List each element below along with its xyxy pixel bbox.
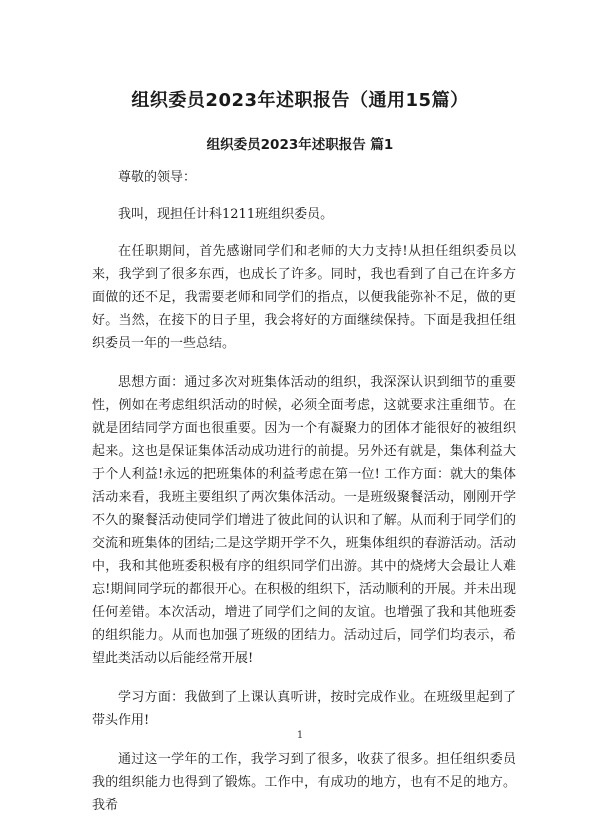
paragraph-study: 学习方面：我做到了上课认真听讲，按时完成作业。在班级里起到了带头作用! (92, 690, 516, 728)
document-title: 组织委员2023年述职报告（通用15篇） (131, 90, 469, 111)
paragraph-summary: 通过这一学年的工作，我学习到了很多，收获了很多。担任组织委员我的组织能力也得到了锻炼。工作中，有成功的地方，也有不足的地方。我希 (92, 752, 516, 813)
page-number: 1 (296, 730, 304, 741)
section-title: 组织委员2023年述职报告 篇1 (206, 137, 394, 153)
paragraph-intro: 我叫，现担任计科1211班组织委员。 (118, 207, 334, 222)
paragraph-thought-work: 思想方面：通过多次对班集体活动的组织，我深深认识到细节的重要性，例如在考虑组织活动的时候，必须全面考虑，这就要求注重细节。在就是团结同学方面也很重要。因为一个有凝聚力的团体才能很好的被组织起来。这也是保证集体活动成功进行的前提。另外还有就是，集体利益大于个人利益!永远的把班集体的利益考虑在第一位! 工作方面：就大的集体活动来看，我班主要组织了两次集体活动。一是班级聚餐活动，刚刚开学不久的聚餐活动使同学们增进了彼此间的认识和了解。从而利于同学们的交流和班集体的团结;二是这学期开学不久，班集体组织的春游活动。活动中，我和其他班委积极有序的组织同学们出游。其中的烧烤大会最让人难忘!期间同学玩的都很开心。在积极的组织下，活动顺利的开展。并未出现任何差错。本次活动，增进了同学们之间的友谊。也增强了我和其他班委的组织能力。从而也加强了班级的团结力。活动过后，同学们均表示，希望此类活动以后能经常开展! (92, 375, 516, 666)
paragraph-tenure: 在任职期间，首先感谢同学们和老师的大力支持!从担任组织委员以来，我学到了很多东西，也成长了许多。同时，我也看到了自己在许多方面做的还不足，我需要老师和同学们的指点，以便我能弥补不足，做的更好。当然，在接下的日子里，我会将好的方面继续保持。下面是我担任组织委员一年的一些总结。 (92, 244, 516, 351)
salutation: 尊敬的领导： (118, 170, 197, 185)
